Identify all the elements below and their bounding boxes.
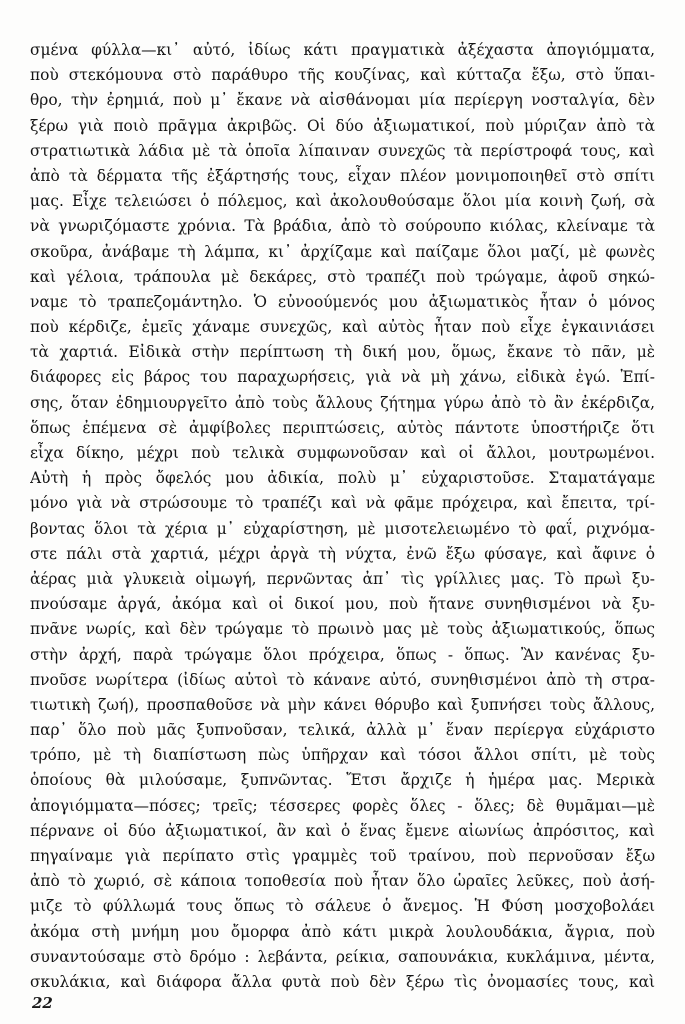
text-line: ἀπὸ τὸ χωριό, σὲ κάποια τοποθεσία ποὺ ἦταν ὅλο ὡραῖες λεῦκες, ποὺ ἀσή- — [30, 872, 655, 891]
text-line: τὰ χαρτιά. Εἰδικὰ στὴν περίπτωση τὴ δική μου, ὅμως, ἔκανε τὸ πᾶν, μὲ — [30, 343, 655, 362]
text-line: πηγαίναμε γιὰ περίπατο στὶς γραμμὲς τοῦ τραίνου, ποὺ περνοῦσαν ἔξω — [30, 847, 655, 865]
text-line: σμένα φύλλα—κι᾽ αὐτό, ἰδίως κάτι πραγματικὰ ἀξέχαστα ἀπογιόμματα, — [30, 41, 655, 59]
text-line: σκοῦρα, ἀνάβαμε τὴ λάμπα, κι᾽ ἀρχίζαμε καὶ παίζαμε ὅλοι μαζί, μὲ φωνὲς — [30, 242, 655, 261]
text-line: τιωτικὴ ζωή), προσπαθοῦσε νὰ μὴν κάνει θόρυβο καὶ ξυπνήσει τοὺς ἄλλους, — [30, 695, 655, 714]
text-line: ποὺ στεκόμουνα στὸ παράθυρο τῆς κουζίνας, καὶ κύτταζα ἔξω, στὸ ὕπαι- — [30, 66, 655, 85]
text-line: πνᾶνε νωρίς, καὶ δὲν τρώγαμε τὸ πρωινὸ μας μὲ τοὺς ἀξιωματικούς, ὅπως — [30, 620, 655, 639]
text-line: ὁποίους θὰ μιλούσαμε, ξυπνῶντας. Ἔτσι ἄρχιζε ἡ ἡμέρα μας. Μερικὰ — [30, 771, 655, 790]
text-line: συναντούσαμε στὸ δρόμο : λεβάντα, ρείκια, σαπουνάκια, κυκλάμινα, μέντα, — [30, 947, 655, 966]
text-line: στρατιωτικὰ λάδια μὲ τὰ ὁποῖα λίπαιναν συνεχῶς τὰ περίστροφά τους, καὶ — [30, 141, 655, 160]
text-line: ἀέρας μιὰ γλυκειὰ οἰμωγή, περνῶντας ἀπ᾽ τὶς γρίλλιες μας. Τὸ πρωὶ ξυ- — [30, 569, 655, 588]
text-line: ξέρω γιὰ ποιὸ πρᾶγμα ἀκριβῶς. Οἱ δύο ἀξιωματικοί, ποὺ μύριζαν ἀπὸ τὰ — [30, 116, 655, 135]
text-line: θρο, τὴν ἐρημιά, ποὺ μ᾽ ἔκανε νὰ αἰσθάνομαι μία περίεργη νοσταλγία, δὲν — [30, 91, 655, 110]
text-line: ἀπογιόμματα—πόσες; τρεῖς; τέσσερες φορὲς ὅλες - ὅλες; δὲ θυμᾶμαι—μὲ — [30, 796, 655, 815]
text-line: σκυλάκια, καὶ διάφορα ἄλλα φυτὰ ποὺ δὲν ξέρω τὶς ὀνομασίες τους, καὶ — [30, 972, 655, 991]
text-line: μόνο γιὰ νὰ στρώσουμε τὸ τραπέζι καὶ νὰ φᾶμε πρόχειρα, καὶ ἔπειτα, τρί- — [30, 494, 655, 513]
text-line: πέρνανε οἱ δύο ἀξιωματικοί, ἂν καὶ ὁ ἕνας ἔμενε αἰωνίως ἀπρόσιτος, καὶ — [30, 821, 655, 840]
body-text — [30, 38, 655, 995]
text-line: μιζε τὸ φύλλωμά τους ὅπως τὸ σάλευε ὁ ἄνεμος. Ἡ Φύση μοσχοβολάει — [30, 897, 655, 916]
text-line: σης, ὅταν ἐδημιουργεῖτο ἀπὸ τοὺς ἄλλους ζήτημα γύρω ἀπὸ τὸ ἂν ἐκέρδιζα, — [30, 393, 655, 412]
text-line: βοντας ὅλοι τὰ χέρια μ᾽ εὐχαρίστηση, μὲ μισοτελειωμένο τὸ φαΐ, ριχνόμα- — [30, 519, 655, 538]
text-line: ποὺ κέρδιζε, ἐμεῖς χάναμε συνεχῶς, καὶ αὐτὸς ἦταν ποὺ εἶχε ἐγκαινιάσει — [30, 318, 655, 337]
text-line: πνούσαμε ἀργά, ἀκόμα καὶ οἱ δικοί μου, ποὺ ἤτανε συνηθισμένοι νὰ ξυ- — [30, 595, 655, 614]
text-line: ναμε τὸ τραπεζομάντηλο. Ὁ εὐνοούμενός μου ἀξιωματικὸς ἦταν ὁ μόνος — [30, 292, 655, 311]
text-line: καὶ γέλοια, τράπουλα μὲ δεκάρες, στὸ τραπέζι ποὺ τρώγαμε, ἀφοῦ σηκώ- — [30, 267, 655, 286]
text-line: στε πάλι στὰ χαρτιά, μέχρι ἀργὰ τὴ νύχτα, ἐνῶ ἔξω φύσαγε, καὶ ἄφινε ὁ — [30, 544, 655, 563]
text-line: Αὐτὴ ἡ πρὸς ὄφελός μου ἀδικία, πολὺ μ᾽ εὐχαριστοῦσε. Σταματάγαμε — [30, 469, 655, 488]
text-line: διάφορες εἰς βάρος του παραχωρήσεις, γιὰ νὰ μὴ χάνω, εἰδικὰ ἐγώ. Ἐπί- — [30, 368, 655, 387]
page-number: 22 — [32, 994, 53, 1012]
text-line: τρόπο, μὲ τὴ διαπίστωση πὼς ὑπῆρχαν καὶ τόσοι ἄλλοι σπίτι, μὲ τοὺς — [30, 746, 655, 765]
text-line: ἀπὸ τὰ δέρματα τῆς ἐξάρτησής τους, εἶχαν πλέον μονιμοποιηθεῖ στὸ σπίτι — [30, 166, 655, 185]
text-line: στὴν ἀρχή, παρὰ τρώγαμε ὅλοι πρόχειρα, ὅπως - ὅπως. Ἂν κανένας ξυ- — [30, 645, 655, 664]
text-line: εἶχα δίκηο, μέχρι ποὺ τελικὰ συμφωνοῦσαν καὶ οἱ ἄλλοι, μουτρωμένοι. — [30, 444, 655, 462]
text-line: πνοῦσε νωρίτερα (ἰδίως αὐτοὶ τὸ κάνανε αὐτό, συνηθισμένοι ἀπὸ τὴ στρα- — [30, 670, 655, 689]
text-line: μας. Εἶχε τελειώσει ὁ πόλεμος, καὶ ἀκολουθούσαμε ὅλοι μία κοινὴ ζωή, σὰ — [30, 192, 655, 211]
text-line: ἀκόμα στὴ μνήμη μου ὄμορφα ἀπὸ κάτι μικρὰ λουλουδάκια, ἄγρια, ποὺ — [30, 922, 655, 941]
text-line: ὅπως ἐπέμενα σὲ ἀμφίβολες περιπτώσεις, αὐτὸς πάντοτε ὑποστήριζε ὅτι — [30, 418, 655, 437]
text-line: παρ᾽ ὅλο ποὺ μᾶς ξυπνοῦσαν, τελικά, ἀλλὰ μ᾽ ἕναν περίεργα εὐχάριστο — [30, 721, 655, 740]
text-line: νὰ γνωριζόμαστε χρόνια. Τὰ βράδια, ἀπὸ τὸ σούρουπο κιόλας, κλείναμε τὰ — [30, 217, 655, 236]
